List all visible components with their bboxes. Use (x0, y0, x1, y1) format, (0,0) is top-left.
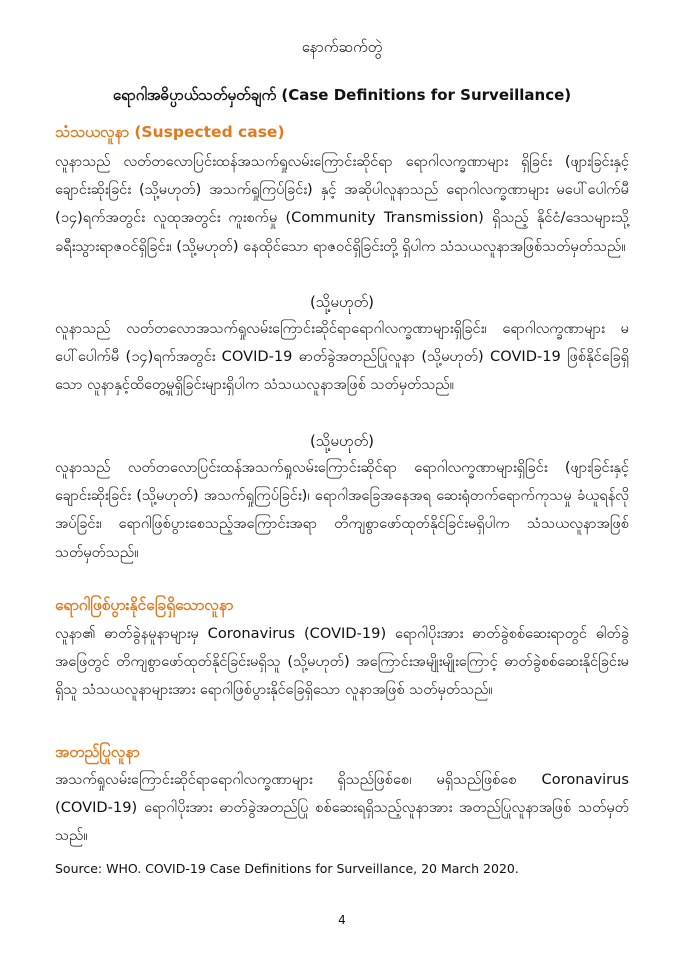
document-page (55, 0, 629, 960)
probable-case-definition: လူနာ၏ ဓာတ်ခွဲနမူနာများမှ Coronavirus (COVID-19) ရောဂါပိုးအား ဓာတ်ခွဲစစ်ဆေးရာတွင် ဓါတ်ခွဲအဖြေတွင် တိကျစွာဖော်ထုတ်နိုင်ခြင်းမရှိသူ (သို့မဟုတ်) အကြောင်းအမျိုးမျိုးကြောင့် ဓာတ်ခွဲစစ်ဆေးနိုင်ခြင်းမရှိသူ သံသယလူနာများအား ရောဂါဖြစ်ပွားနိုင်ခြေရှိသော လူနာအဖြစ် သတ်မှတ်သည်။ (55, 625, 629, 699)
suspected-case-definition-2: လူနာသည် လတ်တလောအသက်ရှုလမ်းကြောင်းဆိုင်ရာရောဂါလက္ခဏာများရှိခြင်း၊ ရောဂါလက္ခဏာများ မပေါ်ပေါက်မီ (၁၄)ရက်အတွင်း COVID-19 ဓာတ်ခွဲအတည်ပြုလူနာ (သို့မဟုတ်) COVID-19 ဖြစ်နိုင်ခြေရှိသော လူနာနှင့်ထိတွေ့မှုရှိခြင်းများရှိပါက သံသယလူနာအဖြစ် သတ်မှတ်သည်။ (55, 320, 629, 394)
or-separator-1: (သို့မဟုတ်) (309, 293, 375, 311)
annex-label: နောက်ဆက်တွဲ (301, 38, 383, 56)
or-separator-2: (သို့မဟုတ်) (309, 432, 375, 450)
document-title: ရောဂါအဓိပ္ပာယ်သတ်မှတ်ချက် (Case Definitions for Surveillance) (112, 86, 572, 104)
section-heading-probable-case: ရောဂါဖြစ်ပွားနိုင်ခြေရှိသောလူနာ (55, 596, 234, 614)
section-heading-suspected-case: သံသယလူနာ (Suspected case) (55, 123, 285, 141)
suspected-case-definition-1: လူနာသည် လတ်တလောပြင်းထန်အသက်ရှုလမ်းကြောင်းဆိုင်ရာ ရောဂါလက္ခဏာများ ရှိခြင်း (ဖျားခြင်းနှင့်ချောင်းဆိုးခြင်း (သို့မဟုတ်) အသက်ရှုကြပ်ခြင်း) နှင့် အဆိုပါလူနာသည် ရောဂါလက္ခဏာများ မပေါ်ပေါက်မီ (၁၄)ရက်အတွင်း လူထုအတွင်း ကူးစက်မှု (Community Transmission) ရှိသည့် နိုင်ငံ/ဒေသများသို့ ခရီးသွားရာဇဝင်ရှိခြင်း၊ (သို့မဟုတ်) နေထိုင်သော ရာဇဝင်ရှိခြင်းတို့ ရှိပါက သံသယလူနာအဖြစ်သတ်မှတ်သည်။ (55, 153, 629, 255)
page-number: 4 (338, 913, 346, 927)
confirmed-case-definition: အသက်ရှုလမ်းကြောင်းဆိုင်ရာရောဂါလက္ခဏာများ ရှိသည်ဖြစ်စေ၊ မရှိသည်ဖြစ်စေ Coronavirus (COVID-19) ရောဂါပိုးအား ဓာတ်ခွဲအတည်ပြု စစ်ဆေးရရှိသည့်လူနာအား အတည်ပြုလူနာအဖြစ် သတ်မှတ်သည်။ (55, 771, 629, 845)
suspected-case-definition-3: လူနာသည် လတ်တလောပြင်းထန်အသက်ရှုလမ်းကြောင်းဆိုင်ရာ ရောဂါလက္ခဏာများရှိခြင်း (ဖျားခြင်းနှင့် ချောင်းဆိုးခြင်း (သို့မဟုတ်) အသက်ရှုကြပ်ခြင်း)၊ ရောဂါအခြေအနေအရ ဆေးရုံတက်ရောက်ကုသမှု ခံယူရန်လိုအပ်ခြင်း၊ ရောဂါဖြစ်ပွားစေသည့်အကြောင်းအရာ တိကျစွာဖော်ထုတ်နိုင်ခြင်းမရှိပါက သံသယလူနာအဖြစ် သတ်မှတ်သည်။ (55, 459, 629, 561)
section-heading-confirmed-case: အတည်ပြုလူနာ (55, 743, 140, 761)
source-citation: Source: WHO. COVID-19 Case Definitions for Surveillance, 20 March 2020. (55, 861, 519, 876)
